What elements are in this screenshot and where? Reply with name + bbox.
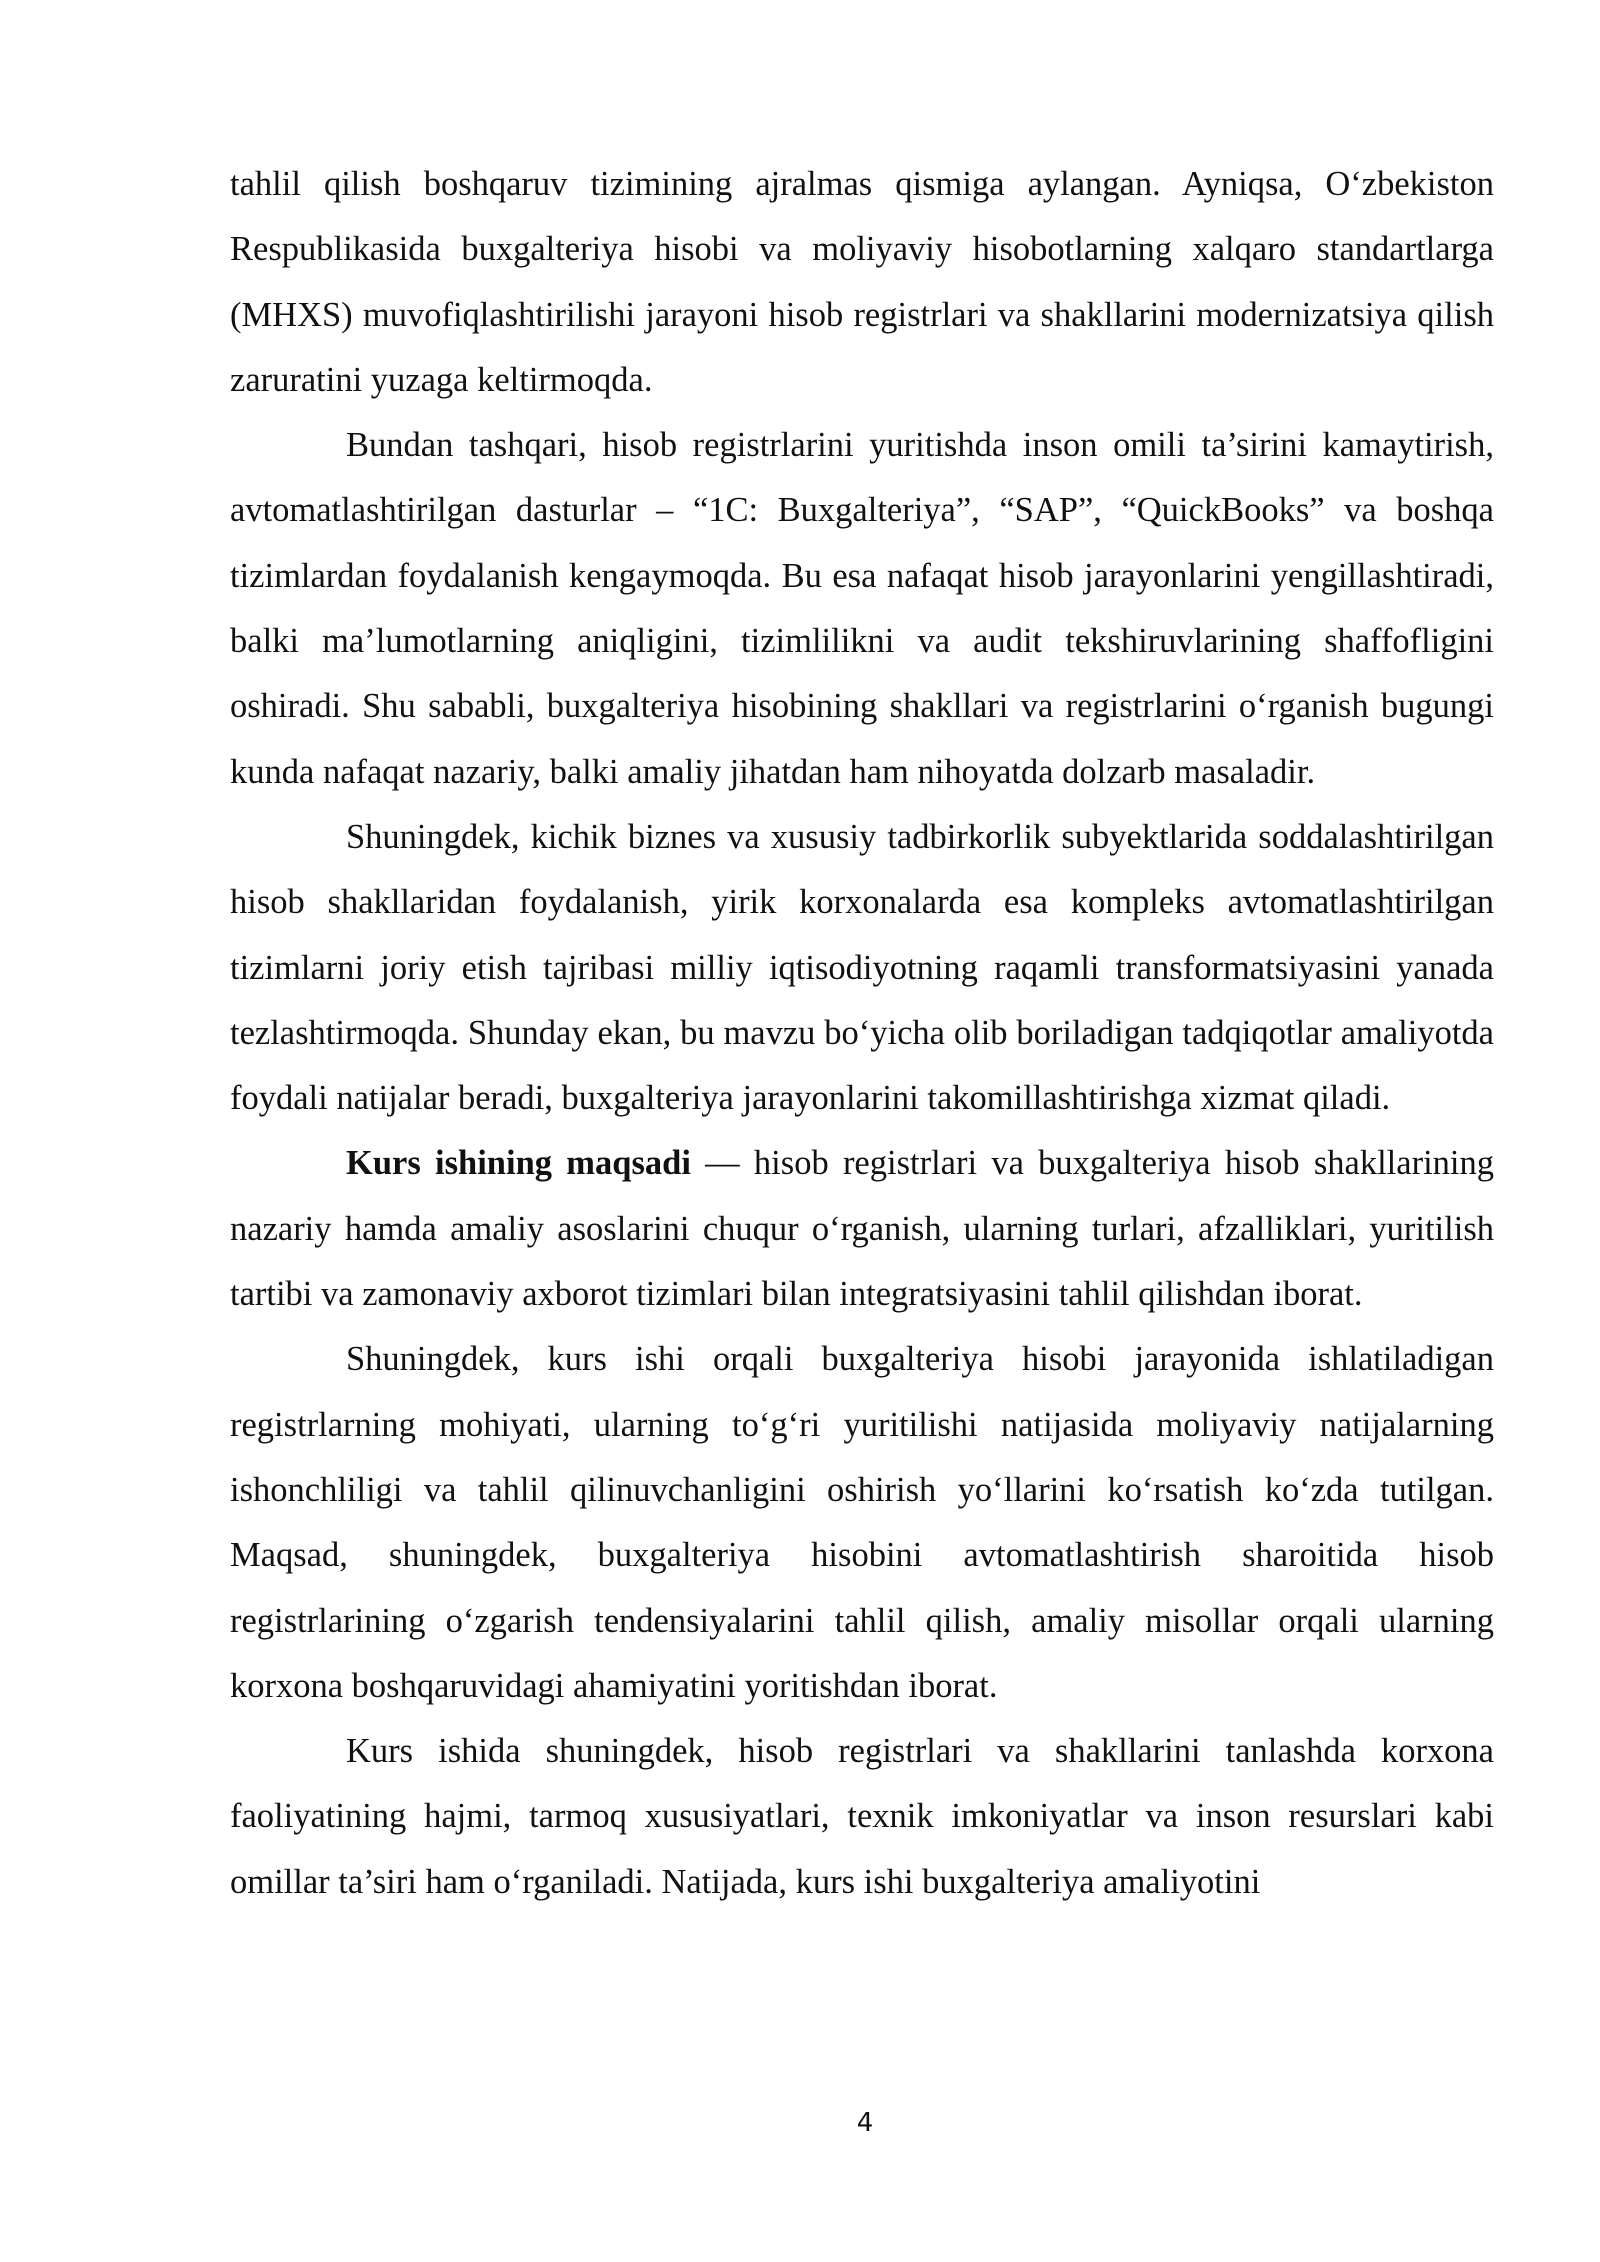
- body-text: [230, 152, 1494, 1915]
- paragraph-4-text: — hisob registrlari va buxgalteriya hisob shakllarining nazariy hamda amaliy asoslarini chuqur o‘rganish, ularning turlari, afzalliklari, yuritilish tartibi va zamonaviy axborot tizimlari bilan integratsiyasini tahlil qilishdan iborat.: [230, 1144, 1494, 1314]
- paragraph-3: Shuningdek, kichik biznes va xususiy tadbirkorlik subyektlarida soddalashtirilgan hisob shakllaridan foydalanish, yirik korxonalarda esa kompleks avtomatlashtirilgan tizimlarni joriy etish tajribasi milliy iqtisodiyotning raqamli transformatsiyasini yanada tezlashtirmoqda. Shunday ekan, bu mavzu bo‘yicha olib boriladigan tadqiqotlar amaliyotda foydali natijalar beradi, buxgalteriya jarayonlarini takomillashtirishga xizmat qiladi.: [230, 817, 1494, 1118]
- paragraph-2: Bundan tashqari, hisob registrlarini yuritishda inson omili ta’sirini kamaytirish, avtomatlashtirilgan dasturlar – “1C: Buxgalteriya”, “SAP”, “QuickBooks” va boshqa tizimlardan foydalanish kengaymoqda. Bu esa nafaqat hisob jarayonlarini yengillashtiradi, balki ma’lumotlarning aniqligini, tizimlilikni va audit tekshiruvlarining shaffofligini oshiradi. Shu sababli, buxgalteriya hisobining shakllari va registrlarini o‘rganish bugungi kunda nafaqat nazariy, balki amaliy jihatdan ham nihoyatda dolzarb masaladir.: [230, 426, 1494, 791]
- paragraph-1: tahlil qilish boshqaruv tizimining ajralmas qismiga aylangan. Ayniqsa, O‘zbekiston Respublikasida buxgalteriya hisobi va moliyaviy hisobotlarning xalqaro standartlarga (MHXS) muvofiqlashtirilishi jarayoni hisob registrlari va shakllarini modernizatsiya qilish zaruratini yuzaga keltirmoqda.: [230, 165, 1494, 399]
- paragraph-4: [230, 1131, 1494, 1327]
- paragraph-6: Kurs ishida shuningdek, hisob registrlari va shakllarini tanlashda korxona faoliyatining hajmi, tarmoq xususiyatlari, texnik imkoniyatlar va inson resurslari kabi omillar ta’siri ham o‘rganiladi. Natijada, kurs ishi buxgalteriya amaliyotini: [230, 1732, 1494, 1901]
- paragraph-4-bold-lead: Kurs ishining maqsadi: [346, 1144, 691, 1183]
- paragraph-5: Shuningdek, kurs ishi orqali buxgalteriya hisobi jarayonida ishlatiladigan registrlarning mohiyati, ularning to‘g‘ri yuritilishi natijasida moliyaviy natijalarning ishonchliligi va tahlil qilinuvchanligini oshirish yo‘llarini ko‘rsatish ko‘zda tutilgan. Maqsad, shuningdek, buxgalteriya hisobini avtomatlashtirish sharoitida hisob registrlarining o‘zgarish tendensiyalarini tahlil qilish, amaliy misollar orqali ularning korxona boshqaruvidagi ahamiyatini yoritishdan iborat.: [230, 1340, 1494, 1705]
- page-number: 4: [856, 2108, 874, 2138]
